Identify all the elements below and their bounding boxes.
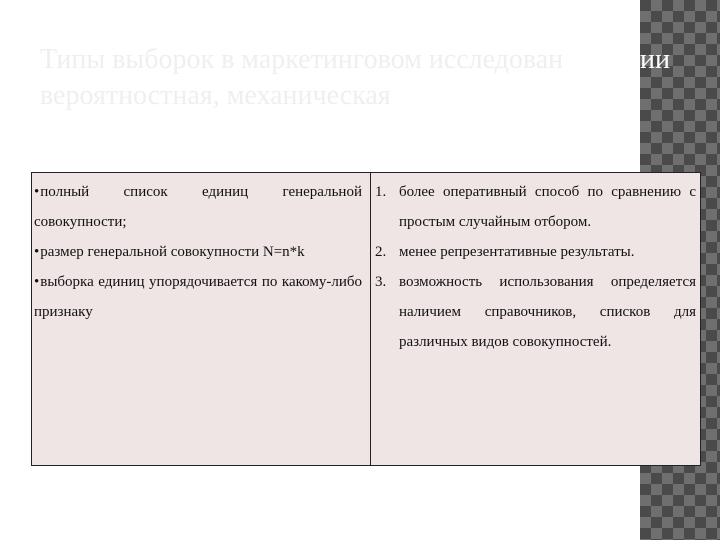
- list-item: [34, 267, 362, 327]
- numbered-item: [375, 177, 696, 237]
- item-number: 3.: [374, 274, 387, 290]
- item-text: менее репрезентативные результаты.: [398, 244, 635, 260]
- list-item-text: полный список единиц генеральной совокупности;: [34, 184, 362, 230]
- bullet-icon: •: [34, 244, 40, 260]
- comparison-table: [31, 172, 701, 466]
- bullet-icon: •: [34, 274, 40, 290]
- numbered-item: [375, 237, 696, 267]
- table-cell-characteristics: [32, 173, 371, 465]
- slide-title: [40, 42, 680, 114]
- list-item-text: размер генеральной совокупности N=n*k: [40, 244, 305, 260]
- numbered-item: [375, 267, 696, 357]
- item-text: возможность использования определяется наличием справочников, списков для различных видов совокупностей.: [398, 274, 696, 350]
- list-item: [34, 177, 362, 237]
- title-line-1: Типы выборок в маркетинговом исследован: [40, 44, 564, 75]
- item-number: 2.: [374, 244, 387, 260]
- title-line-2: вероятностная, механическая: [40, 80, 391, 111]
- title-line-1-tail: ии: [640, 44, 670, 75]
- table-cell-features: [371, 173, 700, 465]
- list-item: [34, 237, 362, 267]
- list-item-text: выборка единиц упорядочивается по какому-либо признаку: [34, 274, 362, 320]
- bullet-icon: •: [34, 184, 40, 200]
- item-text: более оперативный способ по сравнению с простым случайным отбором.: [398, 184, 696, 230]
- item-number: 1.: [374, 184, 387, 200]
